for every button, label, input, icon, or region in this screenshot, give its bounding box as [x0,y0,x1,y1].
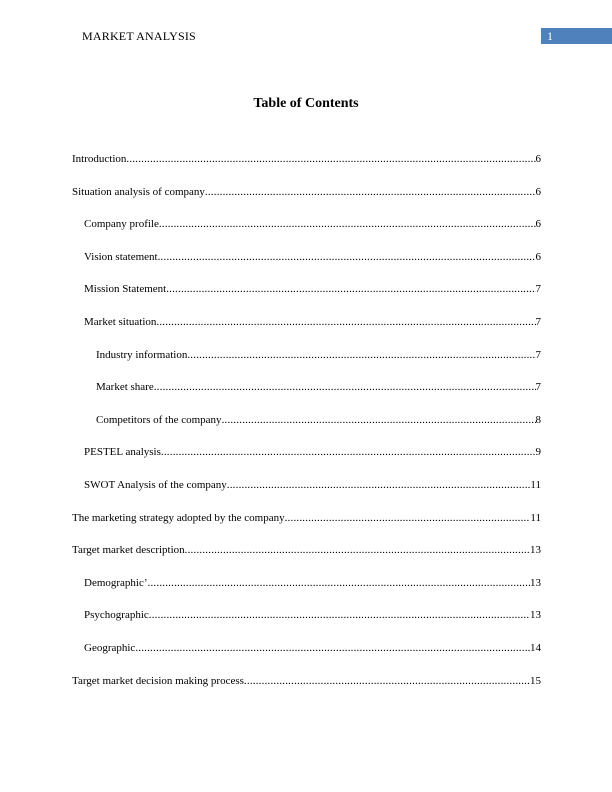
toc-entry-label[interactable]: The marketing strategy adopted by the company [72,511,285,524]
toc-entry-page[interactable]: 6 [535,218,541,231]
toc-entry[interactable] [72,575,541,608]
toc-entry-label[interactable]: SWOT Analysis of the company [84,478,227,491]
toc-entry[interactable] [72,151,541,184]
toc-entry-page[interactable]: 7 [535,381,541,394]
toc-entry-page[interactable]: 13 [530,576,541,589]
toc-entry-label[interactable]: Geographic [84,641,136,654]
toc-dot-leader [205,184,536,200]
toc-entry-page[interactable]: 6 [535,185,541,198]
toc-entry-label[interactable]: Company profile [84,218,159,231]
toc-dot-leader [135,640,530,656]
toc-dot-leader [187,347,535,363]
toc-entry-label[interactable]: PESTEL analysis [84,446,161,459]
toc-entry[interactable] [72,281,541,314]
toc-entry-label[interactable]: Vision statement [84,250,158,263]
toc-dot-leader [161,444,536,460]
toc-entry-page[interactable]: 7 [535,283,541,296]
toc-entry-page[interactable]: 14 [530,641,541,654]
toc-dot-leader [154,379,536,395]
toc-entry-page[interactable]: 13 [530,609,541,622]
running-head: MARKET ANALYSIS [82,29,196,43]
toc-entry-page[interactable]: 7 [535,348,541,361]
toc-entry[interactable] [72,607,541,640]
toc-dot-leader [185,542,530,558]
toc-dot-leader [149,607,530,623]
toc-dot-leader [148,575,530,591]
toc-entry[interactable] [72,347,541,380]
toc-entry-label[interactable]: Target market decision making process [72,674,244,687]
toc-dot-leader [244,673,530,689]
toc-entry-label[interactable]: Mission Statement [84,283,167,296]
toc-entry[interactable] [72,510,541,543]
toc-entry-label[interactable]: Demographic’ [84,576,148,589]
toc-entry-label[interactable]: Industry information [96,348,188,361]
toc-entry[interactable] [72,412,541,445]
toc-entry[interactable] [72,542,541,575]
toc-entry-label[interactable]: Introduction [72,153,127,165]
toc-entry-page[interactable]: 6 [535,250,541,263]
toc-entry-page[interactable]: 7 [535,315,541,328]
page-number: 1 [541,28,612,44]
toc-entry[interactable] [72,379,541,412]
toc-dot-leader [166,281,535,297]
toc-entry-label[interactable]: Competitors of the company [96,413,222,426]
toc-dot-leader [222,412,536,428]
toc-entry[interactable] [72,314,541,347]
toc-entry[interactable] [72,477,541,510]
toc-entry-page[interactable]: 15 [530,674,541,687]
toc-entry[interactable] [72,184,541,217]
toc-title: Table of Contents [253,96,359,111]
toc-entry[interactable] [72,673,541,706]
toc-entry[interactable] [72,249,541,282]
toc-entry-label[interactable]: Situation analysis of company [72,185,205,198]
toc-entry-label[interactable]: Target market description [72,544,185,557]
toc-dot-leader [227,477,531,493]
toc-entry-page[interactable]: 8 [535,413,541,426]
toc-dot-leader [158,249,536,265]
toc-entry-page[interactable]: 13 [530,544,541,557]
toc-entry-label[interactable]: Market situation [84,315,157,328]
toc-dot-leader [126,151,535,167]
toc-entry-label[interactable]: Psychographic [84,609,149,622]
toc-entry[interactable] [72,444,541,477]
toc-dot-leader [285,510,531,526]
toc-entry[interactable] [72,640,541,673]
toc-dot-leader [156,314,535,330]
toc-dot-leader [159,216,536,232]
toc-entry-page[interactable]: 11 [530,478,541,491]
toc-entry-page[interactable]: 6 [535,153,541,165]
toc-entry-page[interactable]: 9 [535,446,541,459]
toc-entry[interactable] [72,216,541,249]
toc-entry-label[interactable]: Market share [96,381,154,394]
toc-entry-page[interactable]: 11 [530,511,541,524]
table-of-contents [72,151,541,705]
